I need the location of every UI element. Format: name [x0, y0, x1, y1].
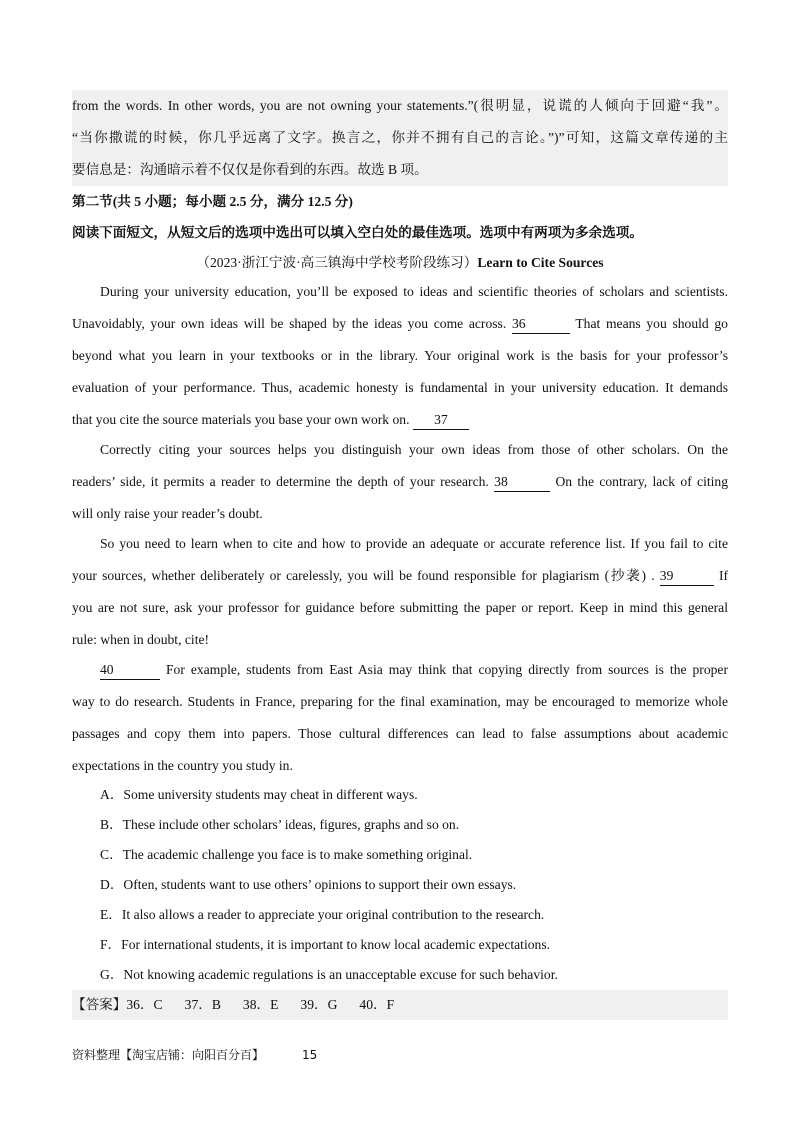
option-g: G．Not knowing academic regulations is an unacceptable excuse for such behavior. [100, 967, 558, 982]
blank-36: 36 [512, 315, 570, 334]
passage-title: Learn to Cite Sources [477, 255, 604, 270]
option-c: C．The academic challenge you face is to make something original. [100, 847, 473, 862]
option-b: B．These include other scholars’ ideas, figures, graphs and so on. [100, 817, 460, 832]
explanation-line-3: 要信息是：沟通暗示着不仅仅是你看到的东西。故选 B 项。 [72, 154, 728, 186]
answer-line [72, 990, 728, 1020]
section-heading: 第二节(共 5 小题；每小题 2.5 分，满分 12.5 分) [72, 194, 353, 209]
explanation-line-1: from the words. In other words, you are not owning your statements.”(很明显，说谎的人倾向于回避“我”。 [72, 90, 728, 122]
option-e: E．It also allows a reader to appreciate your original contribution to the research. [100, 907, 545, 922]
option-d: D．Often, students want to use others’ opinions to support their own essays. [100, 877, 517, 892]
option-a: A．Some university students may cheat in different ways. [100, 787, 418, 802]
blank-40: 40 [100, 661, 160, 680]
footer-text: 资料整理【淘宝店铺：向阳百分百】 [72, 1048, 265, 1062]
section-instruction: 阅读下面短文，从短文后的选项中选出可以填入空白处的最佳选项。选项中有两项为多余选项。 [72, 225, 643, 240]
p4-line-1: 40 For example, students from East Asia may think that copying directly from sources is the proper [100, 654, 728, 686]
blank-39: 39 [660, 567, 714, 586]
page-number: 15 [302, 1048, 318, 1062]
p2-line-3: will only raise your reader’s doubt. [72, 506, 263, 521]
option-f: F．For international students, it is important to know local academic expectations. [100, 937, 551, 952]
p1-line-2: Unavoidably, your own ideas will be shaped by the ideas you come across. 36 That means you should go [72, 308, 728, 340]
p2-line-1: Correctly citing your sources helps you distinguish your own ideas from those of other scholars. On the [100, 442, 728, 457]
p3-line-1: So you need to learn when to cite and how to provide an adequate or accurate reference list. If you fail to cite [100, 536, 728, 551]
passage-source: （2023·浙江宁波·高三镇海中学校考阶段练习） [196, 255, 478, 270]
answer-item: 38．E [242, 997, 279, 1012]
answer-item: 40．F [359, 997, 395, 1012]
blank-37: 37 [413, 411, 469, 430]
passage-title-line [72, 247, 728, 279]
blank-38: 38 [494, 473, 550, 492]
p1-line-4: evaluation of your performance. Thus, academic honesty is fundamental in your university education. It demands [72, 380, 728, 395]
answer-item: 37．B [184, 997, 221, 1012]
p4-line-3: passages and copy them into papers. Those cultural differences can lead to false assumptions about academic [72, 726, 728, 741]
p4-line-2: way to do research. Students in France, preparing for the final examination, may be encouraged to memorize whole [72, 694, 728, 709]
answer-label: 【答案】 [72, 997, 127, 1012]
answer-item: 36．C [126, 997, 163, 1012]
p2-line-2: readers’ side, it permits a reader to determine the depth of your research. 38 On the contrary, lack of citing [72, 466, 728, 498]
p3-line-2: your sources, whether deliberately or carelessly, you will be found responsible for plagiarism (抄袭) . 39 If [72, 560, 728, 592]
p3-line-3: you are not sure, ask your professor for guidance before submitting the paper or report. Keep in mind this general [72, 600, 728, 615]
p1-line-5: that you cite the source materials you base your own work on. 37 [72, 404, 728, 436]
p1-line-3: beyond what you learn in your textbooks or in the library. Your original work is the basis for your professor’s [72, 348, 728, 363]
p3-line-4: rule: when in doubt, cite! [72, 632, 210, 647]
page-footer [72, 1046, 317, 1064]
p4-line-4: expectations in the country you study in. [72, 758, 293, 773]
answer-item: 39．G [300, 997, 338, 1012]
explanation-line-2: “当你撒谎的时候，你几乎远离了文字。换言之，你并不拥有自己的言论。”)”可知，这篇文章传递的主 [72, 122, 728, 154]
p1-line-1: During your university education, you’ll be exposed to ideas and scientific theories of scholars and scientists. [100, 284, 728, 299]
